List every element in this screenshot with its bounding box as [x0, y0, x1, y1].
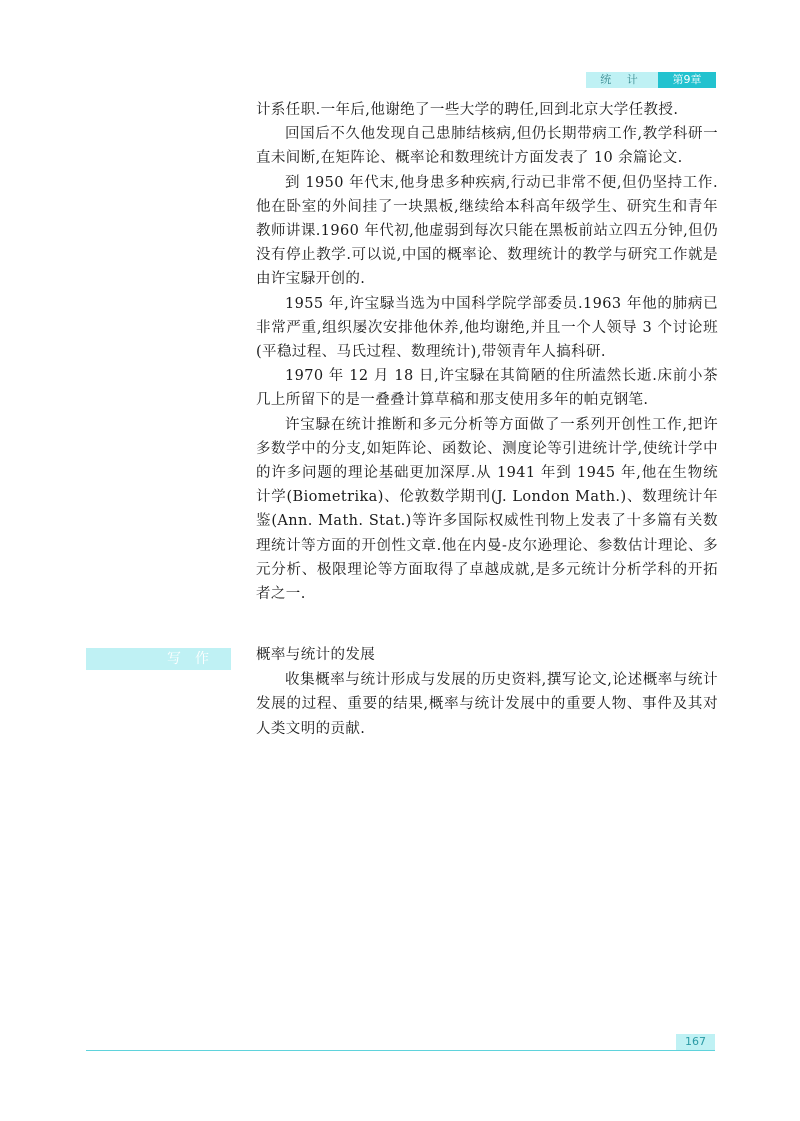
chapter-header-tag: [586, 72, 716, 88]
page-number: 167: [676, 1034, 715, 1050]
paragraph: 1970 年 12 月 18 日,许宝騄在其简陋的住所溘然长逝.床前小茶几上所留下的是一叠叠计算草稿和那支使用多年的帕克钢笔.: [256, 368, 718, 409]
writing-topic: 概率与统计的发展: [256, 647, 376, 663]
footer-rule: [86, 1050, 715, 1051]
writing-body: 收集概率与统计形成与发展的历史资料,撰写论文,论述概率与统计发展的过程、重要的结果,概率与统计发展中的重要人物、事件及其对人类文明的贡献.: [256, 672, 718, 737]
writing-section: [256, 643, 718, 741]
paragraph: 到 1950 年代末,他身患多种疾病,行动已非常不便,但仍坚持工作.他在卧室的外间挂了一块黑板,继续给本科高年级学生、研究生和青年教师讲课.1960 年代初,他虚弱到每次只能在黑板前站立四五分钟,但仍没有停止教学.可以说,中国的概率论、数理统计的教学与研究工作就是由许宝騄开创的.: [256, 174, 718, 288]
paragraph: 回国后不久他发现自己患肺结核病,但仍长期带病工作,教学科研一直未间断,在矩阵论、概率论和数理统计方面发表了 10 余篇论文.: [256, 126, 718, 167]
paragraph: 计系任职.一年后,他谢绝了一些大学的聘任,回到北京大学任教授.: [256, 102, 679, 118]
section-title: 统 计: [586, 72, 658, 88]
chapter-label: 第9章: [658, 72, 716, 88]
main-text: [256, 98, 718, 606]
paragraph: 许宝騄在统计推断和多元分析等方面做了一系列开创性工作,把许多数学中的分支,如矩阵论、函数论、测度论等引进统计学,使统计学中的许多问题的理论基础更加深厚.从 1941 年到 1945 年,他在生物统计学(Biometrika)、伦敦数学期刊(J. London Math.)、数理统计年鉴(Ann. Math. Stat.)等许多国际权威性刊物上发表了十多篇有关数理统计等方面的开创性文章.他在内曼-皮尔逊理论、参数估计理论、多元分析、极限理论等方面取得了卓越成就,是多元统计分析学科的开拓者之一.: [256, 416, 718, 603]
writing-section-label: 写作: [86, 648, 231, 670]
paragraph: 1955 年,许宝騄当选为中国科学院学部委员.1963 年他的肺病已非常严重,组织屡次安排他休养,他均谢绝,并且一个人领导 3 个讨论班(平稳过程、马氏过程、数理统计),带领青年人搞科研.: [256, 295, 718, 361]
